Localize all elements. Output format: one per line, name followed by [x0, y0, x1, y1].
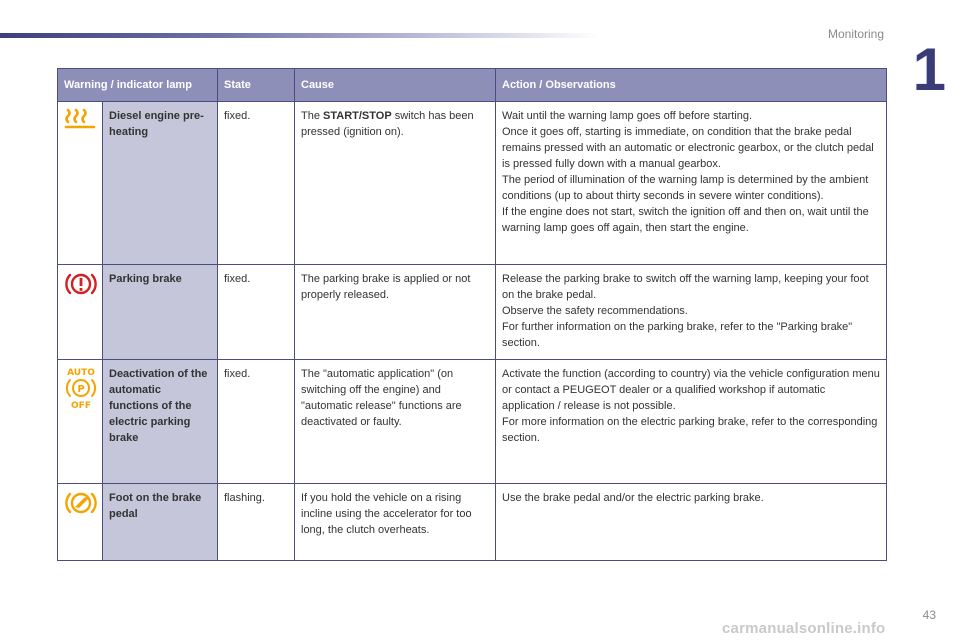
watermark-text: carmanualsonline.info — [722, 620, 886, 637]
header-accent-bar — [0, 33, 600, 38]
svg-text:AUTO: AUTO — [67, 368, 95, 378]
lamp-state: fixed. — [218, 265, 295, 360]
lamp-name: Parking brake — [103, 265, 218, 360]
lamp-state: fixed. — [218, 360, 295, 484]
lamp-icon-cell — [58, 265, 103, 360]
column-header-state: State — [218, 69, 295, 102]
lamp-name: Deactivation of the automatic functions of the electric parking brake — [103, 360, 218, 484]
section-title: Monitoring — [827, 27, 884, 41]
table-row — [58, 484, 887, 561]
chapter-number: 1 — [912, 36, 946, 103]
column-header-lamp: Warning / indicator lamp — [58, 69, 218, 102]
svg-text:OFF: OFF — [71, 401, 91, 410]
lamp-cause: The "automatic application" (on switching off the engine) and "automatic release" functions are deactivated or faulty. — [295, 360, 496, 484]
table-row — [58, 102, 887, 265]
lamp-icon-cell — [58, 484, 103, 561]
lamp-cause: If you hold the vehicle on a rising incline using the accelerator for too long, the clutch overheats. — [295, 484, 496, 561]
column-header-action: Action / Observations — [496, 69, 887, 102]
lamp-cause: The START/STOP switch has been pressed (ignition on). — [295, 102, 496, 265]
lamp-action: Release the parking brake to switch off the warning lamp, keeping your foot on the brake pedal. Observe the safety recommendations. For further information on the parking brake, refer to the "Parking brake" section. — [496, 265, 887, 360]
lamp-name: Foot on the brake pedal — [103, 484, 218, 561]
diesel-preheat-icon — [64, 121, 98, 133]
lamp-action: Activate the function (according to country) via the vehicle configuration menu or contact a PEUGEOT dealer or a qualified workshop if automatic application / release is not possible. For more information on the electric parking brake, refer to the corresponding section. — [496, 360, 887, 484]
table-header-row — [58, 69, 887, 102]
lamp-name: Diesel engine pre-heating — [103, 102, 218, 265]
lamp-icon-cell — [58, 102, 103, 265]
lamp-action: Use the brake pedal and/or the electric parking brake. — [496, 484, 887, 561]
lamp-state: flashing. — [218, 484, 295, 561]
lamp-cause: The parking brake is applied or not properly released. — [295, 265, 496, 360]
table-row — [58, 360, 887, 484]
lamp-action: Wait until the warning lamp goes off before starting. Once it goes off, starting is immediate, on condition that the brake pedal remains pressed with an automatic or electronic gearbox, or the clutch pedal is pressed fully down with a manual gearbox. The period of illumination of the warning lamp is determined by the ambient conditions (up to about thirty seconds in severe winter conditions). If the engine does not start, switch the ignition off and then on, wait until the warning lamp goes off again, then start the engine. — [496, 102, 887, 265]
lamp-icon-cell — [58, 360, 103, 484]
svg-text:P: P — [77, 384, 85, 395]
column-header-cause: Cause — [295, 69, 496, 102]
warning-lamp-table — [57, 68, 887, 561]
foot-on-brake-icon — [64, 507, 98, 519]
auto-p-off-icon — [64, 368, 98, 413]
lamp-state: fixed. — [218, 102, 295, 265]
page-number: 43 — [922, 608, 936, 622]
parking-brake-icon — [64, 288, 98, 300]
table-row — [58, 265, 887, 360]
